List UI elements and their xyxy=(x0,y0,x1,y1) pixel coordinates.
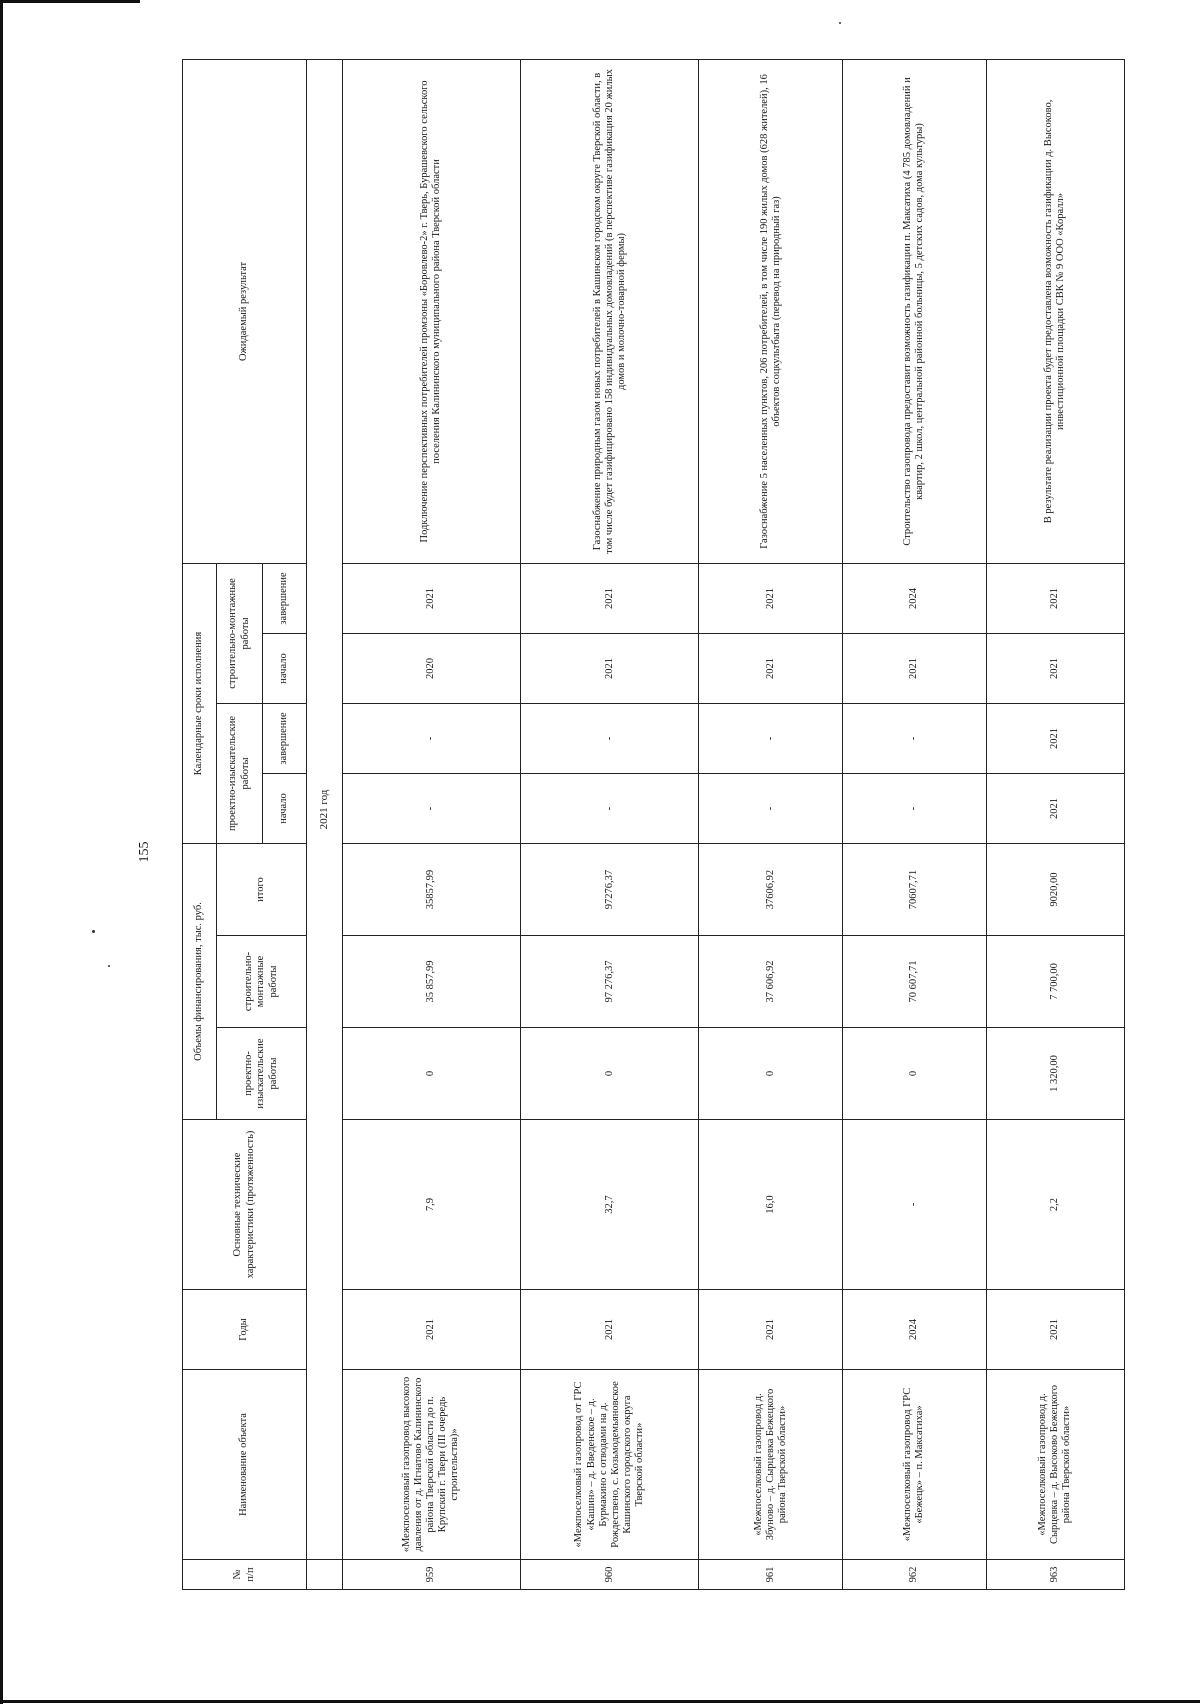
row-construction-cost: 97 276,37 xyxy=(520,936,698,1028)
row-total-cost: 35857,99 xyxy=(342,843,520,935)
row-name: «Межпоселковый газопровод высокого давления от д. Игнатово Калининского района Тверской области до п. Крупский г. Твери (III очередь строительства)» xyxy=(342,1370,520,1560)
header-funding-design: проектно-изыскательские работы xyxy=(217,1028,307,1120)
row-smr-end: 2024 xyxy=(843,563,987,633)
row-no: 962 xyxy=(843,1560,987,1590)
row-name: «Межпоселковый газопровод д. Сырцевка – д. Высоково Бежецкого района Тверской области» xyxy=(986,1370,1124,1560)
row-years: 2021 xyxy=(699,1290,843,1370)
header-pir-start: начало xyxy=(263,773,307,843)
header-funding: Объемы финансирования, тыс. руб. xyxy=(183,843,217,1119)
row-pir-start: 2021 xyxy=(986,773,1124,843)
header-pir-end: завершение xyxy=(263,703,307,773)
row-pir-start: - xyxy=(843,773,987,843)
header-smr-end: завершение xyxy=(263,563,307,633)
row-smr-end: 2021 xyxy=(342,563,520,633)
header-smr-start: начало xyxy=(263,633,307,703)
header-result: Ожидаемый результат xyxy=(183,59,307,563)
header-funding-total: итого xyxy=(217,843,307,935)
scan-top-border xyxy=(0,0,140,3)
row-design-cost: 0 xyxy=(699,1028,843,1120)
row-construction-cost: 7 700,00 xyxy=(986,936,1124,1028)
row-pir-end: - xyxy=(699,703,843,773)
row-years: 2021 xyxy=(986,1290,1124,1370)
row-name: «Межпоселковый газопровод от ГРС «Кашин» – д. Введенское – д. Бурмакино с отводами на д. Рождествено, с. Козьмодемьяновское Кашинского городского округа Тверской области» xyxy=(520,1370,698,1560)
header-no: № п/п xyxy=(183,1560,307,1590)
row-total-cost: 70607,71 xyxy=(843,843,987,935)
header-years: Годы xyxy=(183,1290,307,1370)
header-schedule-design: проектно-изыскательские работы xyxy=(217,703,263,843)
row-smr-start: 2021 xyxy=(520,633,698,703)
scan-bottom-border xyxy=(0,1700,1200,1703)
table-row xyxy=(843,59,987,1589)
row-name: «Межпоселковый газопровод д. Збуново – д. Сырцевка Бежецкого района Тверской области» xyxy=(699,1370,843,1560)
header-name: Наименование объекта xyxy=(183,1370,307,1560)
row-construction-cost: 35 857,99 xyxy=(342,936,520,1028)
scan-speck xyxy=(92,930,95,933)
row-design-cost: 1 320,00 xyxy=(986,1028,1124,1120)
year-band-spacer xyxy=(307,1560,343,1590)
table-row xyxy=(699,59,843,1589)
row-tech: 32,7 xyxy=(520,1120,698,1290)
year-band: 2021 год xyxy=(307,59,343,1559)
header-funding-construction: строительно-монтажные работы xyxy=(217,936,307,1028)
scan-left-border xyxy=(0,0,3,1704)
row-years: 2021 xyxy=(520,1290,698,1370)
table-row xyxy=(342,59,520,1589)
row-smr-start: 2021 xyxy=(699,633,843,703)
row-pir-end: - xyxy=(843,703,987,773)
row-smr-end: 2021 xyxy=(699,563,843,633)
row-result: Газоснабжение 5 населенных пунктов, 206 потребителей, в том числе 190 жилых домов (628 жителей), 16 объектов соцкультбыта (перевод на природный газ) xyxy=(699,59,843,563)
row-result: Строительство газопровода предоставит возможность газификации п. Максатиха (4 785 домовладений и квартир, 2 школ, центральной районной больницы, 5 детских садов, дома культуры) xyxy=(843,59,987,563)
row-no: 960 xyxy=(520,1560,698,1590)
row-design-cost: 0 xyxy=(342,1028,520,1120)
row-smr-start: 2021 xyxy=(986,633,1124,703)
row-construction-cost: 70 607,71 xyxy=(843,936,987,1028)
gas-pipeline-table xyxy=(182,60,1125,1590)
row-smr-end: 2021 xyxy=(986,563,1124,633)
row-tech: 16,0 xyxy=(699,1120,843,1290)
row-design-cost: 0 xyxy=(520,1028,698,1120)
row-smr-start: 2021 xyxy=(843,633,987,703)
row-tech: 7,9 xyxy=(342,1120,520,1290)
row-pir-end: 2021 xyxy=(986,703,1124,773)
header-schedule-construction: строительно-монтажные работы xyxy=(217,563,263,703)
row-construction-cost: 37 606,92 xyxy=(699,936,843,1028)
row-pir-start: - xyxy=(520,773,698,843)
row-smr-end: 2021 xyxy=(520,563,698,633)
scan-speck xyxy=(108,965,110,967)
row-years: 2021 xyxy=(342,1290,520,1370)
row-result: Подключение перспективных потребителей промзоны «Боровлево-2» г. Тверь, Бурашевского сельского поселения Калининского муниципального района Тверской области xyxy=(342,59,520,563)
row-smr-start: 2020 xyxy=(342,633,520,703)
row-design-cost: 0 xyxy=(843,1028,987,1120)
scan-speck xyxy=(839,22,841,24)
row-result: Газоснабжение природным газом новых потребителей в Кашинском городском округе Тверской области, в том числе будет газифицировано 158 индивидуальных домовладений (в перспективе газификация 20 жилых домов и молочно-товарной фермы) xyxy=(520,59,698,563)
row-no: 963 xyxy=(986,1560,1124,1590)
row-total-cost: 9020,00 xyxy=(986,843,1124,935)
row-result: В результате реализации проекта будет предоставлена возможность газификации д. Высоково, инвестиционной площадки СВК № 9 ООО «Коралл» xyxy=(986,59,1124,563)
row-pir-start: - xyxy=(699,773,843,843)
row-total-cost: 97276,37 xyxy=(520,843,698,935)
row-tech: - xyxy=(843,1120,987,1290)
page-number: 155 xyxy=(137,841,152,863)
row-pir-end: - xyxy=(520,703,698,773)
header-tech: Основные технические характеристики (протяженность) xyxy=(183,1120,307,1290)
row-name: «Межпоселковый газопровод ГРС «Бежецк» – п. Максатиха» xyxy=(843,1370,987,1560)
row-pir-end: - xyxy=(342,703,520,773)
row-years: 2024 xyxy=(843,1290,987,1370)
table-row xyxy=(520,59,698,1589)
row-tech: 2,2 xyxy=(986,1120,1124,1290)
row-total-cost: 37606,92 xyxy=(699,843,843,935)
row-no: 959 xyxy=(342,1560,520,1590)
table-row xyxy=(986,59,1124,1589)
header-schedule: Календарные сроки исполнения xyxy=(183,563,217,843)
row-no: 961 xyxy=(699,1560,843,1590)
row-pir-start: - xyxy=(342,773,520,843)
